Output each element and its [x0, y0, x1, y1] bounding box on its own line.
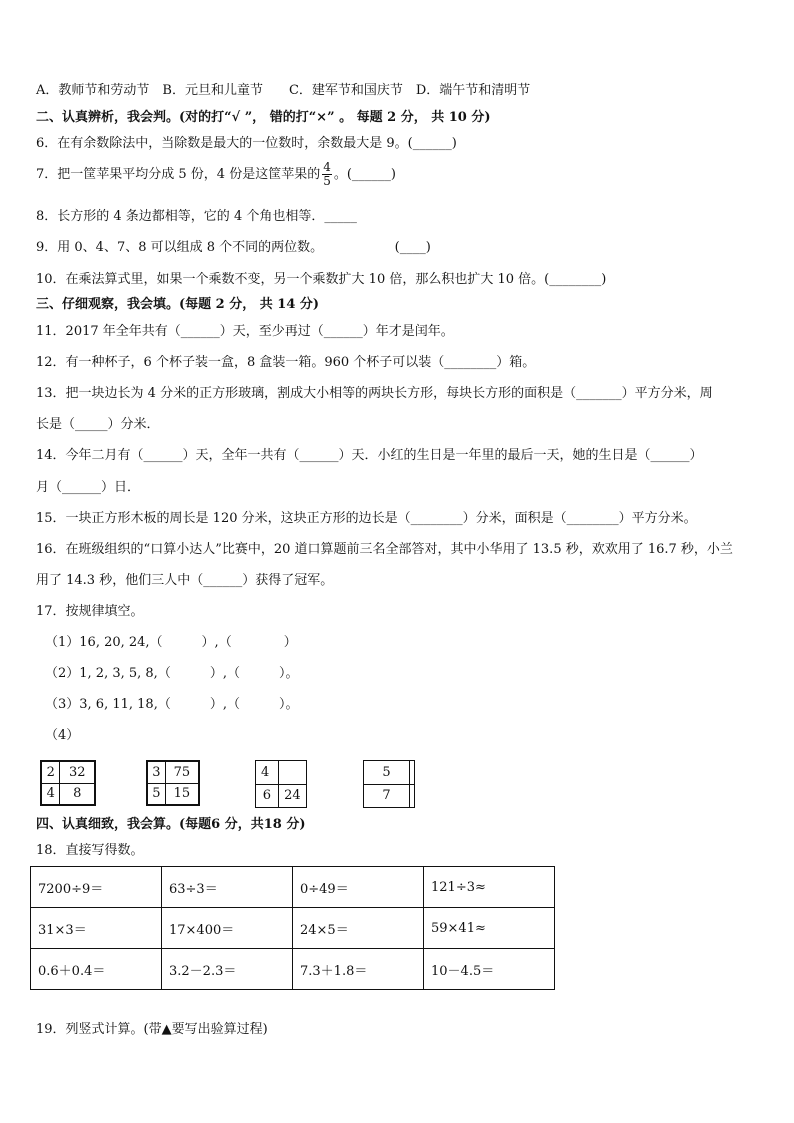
question-6: 6．在有余数除法中，当除数是最大的一位数时，余数最大是 9。(______): [36, 136, 457, 151]
grid-cell: 7: [364, 784, 410, 808]
question-17: 17．按规律填空。: [36, 604, 144, 619]
pattern-grid-1: [40, 760, 96, 806]
question-16-line-1: 16．在班级组织的“口算小达人”比赛中，20 道口算题前三名全部答对，其中小华用了 13.5 秒，欢欢用了 16.7 秒，小兰: [36, 542, 733, 557]
section-2-heading: 二、认真辨析，我会判。(对的打“√ ”， 错的打“×” 。 每题 2 分， 共 10 分): [36, 110, 491, 125]
question-14-line-1: 14．今年二月有（______）天，全年一共有（______）天．小红的生日是一年里的最后一天，她的生日是（______）: [36, 448, 703, 463]
section-3-heading: 三、仔细观察，我会填。(每题 2 分， 共 14 分): [36, 297, 320, 312]
table-row: [31, 867, 555, 908]
grid-cell: [410, 761, 415, 785]
grid-cell: 5: [147, 783, 165, 805]
grid-cell: 4: [41, 783, 60, 805]
question-18: 18．直接写得数。: [36, 843, 144, 858]
calc-cell: 24×5＝: [293, 908, 424, 949]
options-line: A．教师节和劳动节 B．元旦和儿童节 C．建军节和国庆节 D．端午节和清明节: [36, 83, 531, 98]
grid-cell: [410, 784, 415, 808]
section-4-heading: 四、认真细致，我会算。(每题6 分，共18 分): [36, 817, 306, 832]
question-15: 15．一块正方形木板的周长是 120 分米，这块正方形的边长是（________）分米，面积是（________）平方分米。: [36, 511, 697, 526]
grid-cell: 75: [165, 761, 199, 783]
fraction-numerator: 4: [323, 160, 331, 174]
grid-cell: 3: [147, 761, 165, 783]
pattern-grid-3: [255, 760, 307, 808]
grid-cell: [278, 761, 306, 785]
question-7-text: 7．把一筐苹果平均分成 5 份，4 份是这筐苹果的: [36, 167, 321, 182]
oral-calculation-table: [30, 866, 555, 990]
fraction: [322, 161, 332, 188]
question-13-line-1: 13．把一块边长为 4 分米的正方形玻璃，割成大小相等的两块长方形，每块长方形的面积是（_______）平方分米，周: [36, 386, 713, 401]
grid-cell: 2: [41, 761, 60, 783]
question-17-part-4: （4）: [45, 728, 80, 743]
grid-cell: 24: [278, 784, 306, 808]
grid-cell: 32: [60, 761, 95, 783]
question-10: 10．在乘法算式里，如果一个乘数不变，另一个乘数扩大 10 倍，那么积也扩大 10 倍。(________): [36, 272, 607, 287]
question-17-part-1: （1）16, 20, 24,（ ）,（ ）: [45, 635, 297, 650]
calc-cell: 3.2－2.3＝: [162, 949, 293, 990]
question-13-line-2: 长是（_____）分米．: [36, 417, 160, 432]
grid-cell: 8: [60, 783, 95, 805]
table-row: [31, 949, 555, 990]
question-7-blank: 。(______): [333, 167, 397, 182]
calc-cell: 0÷49＝: [293, 867, 424, 908]
question-8: 8．长方形的 4 条边都相等，它的 4 个角也相等．_____: [36, 209, 357, 224]
grid-cell: 15: [165, 783, 199, 805]
question-9: 9．用 0、4、7、8 可以组成 8 个不同的两位数。 (____): [36, 240, 431, 255]
question-14-line-2: 月（______）日．: [36, 480, 141, 495]
fraction-denominator: 5: [323, 174, 331, 188]
calc-cell: 7200÷9＝: [31, 867, 162, 908]
question-19: 19．列竖式计算。(带▲要写出验算过程): [36, 1022, 268, 1037]
calc-cell: 59×41≈: [424, 908, 555, 949]
calc-cell: 121÷3≈: [424, 867, 555, 908]
table-row: [31, 908, 555, 949]
calc-cell: 10－4.5＝: [424, 949, 555, 990]
calc-cell: 0.6＋0.4＝: [31, 949, 162, 990]
question-7: [36, 160, 396, 190]
calc-cell: 31×3＝: [31, 908, 162, 949]
question-11: 11．2017 年全年共有（______）天，至少再过（______）年才是闰年。: [36, 324, 454, 339]
calc-cell: 7.3＋1.8＝: [293, 949, 424, 990]
calc-cell: 17×400＝: [162, 908, 293, 949]
grid-cell: 4: [256, 761, 279, 785]
question-16-line-2: 用了 14.3 秒，他们三人中（______）获得了冠军。: [36, 573, 334, 588]
question-12: 12．有一种杯子，6 个杯子装一盒，8 盒装一箱。960 个杯子可以装（________）箱。: [36, 355, 536, 370]
pattern-grid-2: [146, 760, 200, 806]
question-17-part-3: （3）3, 6, 11, 18,（ ）,（ ）。: [45, 697, 299, 712]
pattern-grid-4: [363, 760, 415, 808]
question-17-part-2: （2）1, 2, 3, 5, 8,（ ）,（ ）。: [45, 666, 299, 681]
grid-cell: 6: [256, 784, 279, 808]
grid-cell: 5: [364, 761, 410, 785]
calc-cell: 63÷3＝: [162, 867, 293, 908]
